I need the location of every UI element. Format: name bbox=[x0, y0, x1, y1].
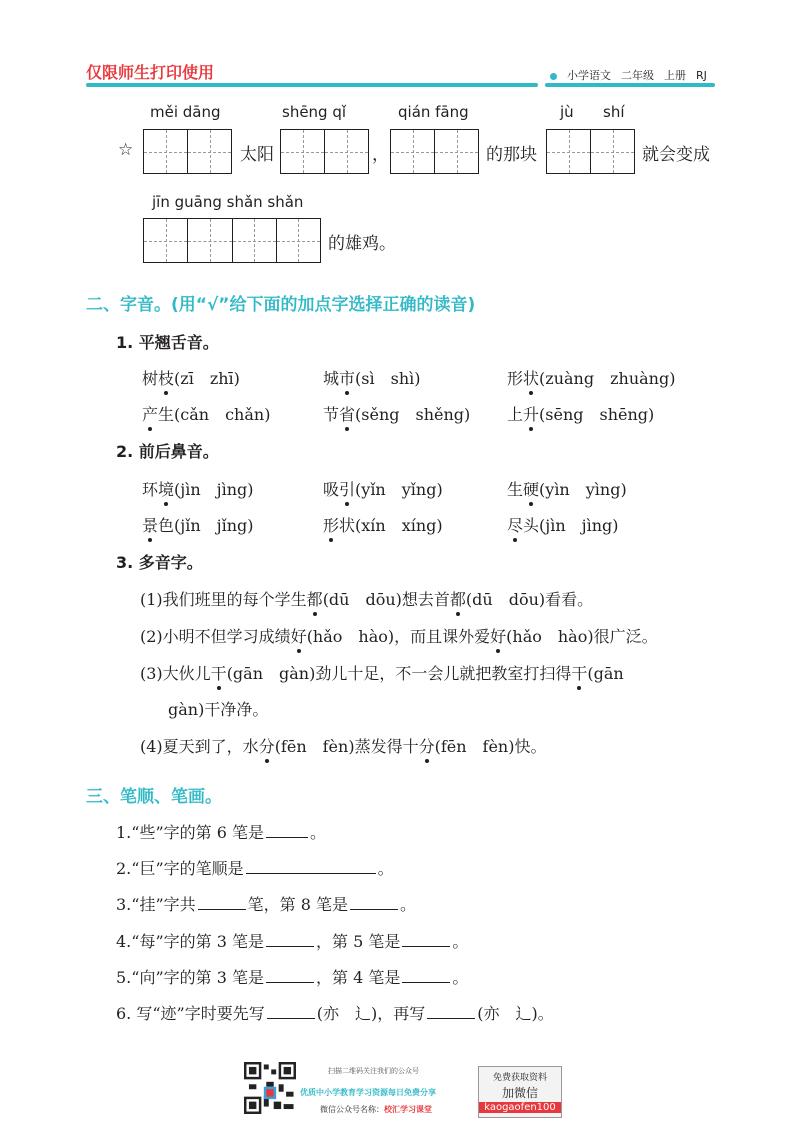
item-jingse[interactable]: 景色(jǐn jǐng) bbox=[142, 513, 254, 536]
grade-label: 二年级 bbox=[621, 69, 654, 82]
question-1: 1.“些”字的第 6 笔是 。 bbox=[116, 823, 326, 842]
write-box-qian-fang[interactable] bbox=[390, 129, 479, 174]
print-notice: 仅限师生打印使用 bbox=[86, 63, 215, 82]
item-jintou[interactable]: 尽头(jìn jìng) bbox=[507, 513, 619, 536]
footer-scan-text: 扫描二维码关注我们的公众号 bbox=[328, 1067, 419, 1075]
item-huanjing[interactable]: 环境(jìn jìng) bbox=[142, 477, 254, 500]
sentence-hao[interactable]: (2)小明不但学习成绩好(hǎo hào)，而且课外爱好(hǎo hào)很广泛。 bbox=[140, 624, 658, 647]
item-shangsheng[interactable]: 上升(sēng shēng) bbox=[507, 402, 654, 425]
section3-title: 三、笔顺、笔画。 bbox=[86, 787, 222, 807]
item-chansheng[interactable]: 产生(cǎn chǎn) bbox=[142, 402, 270, 425]
text-de-na-kuai: 的那块 bbox=[486, 145, 537, 165]
answer-blank[interactable] bbox=[266, 966, 314, 983]
question-6: 6. 写“迹”字时要先写 (亦 辶)，再写 (亦 辶)。 bbox=[116, 1004, 554, 1023]
footer-slogan: 优质中小学教育学习资源每日免费分享 bbox=[300, 1088, 436, 1097]
header-meta bbox=[550, 67, 717, 83]
edition-label: RJ bbox=[696, 69, 707, 82]
pinyin-jin-guang-shan-shan: jīn guāng shǎn shǎn bbox=[152, 193, 304, 211]
sub1-title: 1. 平翘舌音。 bbox=[116, 333, 219, 352]
section2-title: 二、字音。(用“√”给下面的加点字选择正确的读音) bbox=[86, 295, 476, 315]
qr-code-icon bbox=[244, 1062, 296, 1114]
pinyin-qian-fang: qián fāng bbox=[398, 103, 469, 121]
answer-blank[interactable] bbox=[198, 893, 246, 910]
answer-blank[interactable] bbox=[427, 1002, 475, 1019]
pinyin-ju: jù bbox=[560, 103, 574, 121]
bullet-dot-icon bbox=[550, 73, 557, 80]
answer-blank[interactable] bbox=[402, 966, 450, 983]
footer-account: 微信公众号名称：校汇学习课堂 bbox=[320, 1105, 432, 1114]
sentence-gan-cont[interactable]: gàn)干净净。 bbox=[168, 700, 269, 719]
sentence-gan[interactable]: (3)大伙儿干(gān gàn)劲儿十足，不一会儿就把教室打扫得干(gān bbox=[140, 661, 624, 684]
write-box-mei-dang[interactable] bbox=[143, 129, 232, 174]
answer-blank[interactable] bbox=[267, 1002, 315, 1019]
text-de-xiong-ji: 的雄鸡。 bbox=[328, 234, 396, 254]
write-box-ju-shi[interactable] bbox=[546, 129, 635, 174]
question-5: 5.“向”字的第 3 笔是 ，第 4 笔是 。 bbox=[116, 968, 469, 987]
question-3: 3.“挂”字共 笔，第 8 笔是 。 bbox=[116, 895, 417, 914]
wechat-tag: 免费获取资料 加微信 kaogaofen100 bbox=[478, 1066, 562, 1118]
header-bar-right bbox=[545, 83, 715, 87]
item-xingzhuang-1[interactable]: 形状(zuàng zhuàng) bbox=[507, 366, 675, 389]
answer-blank[interactable] bbox=[266, 821, 308, 838]
header-bar-left bbox=[86, 83, 538, 87]
item-xingzhuang-2[interactable]: 形状(xín xíng) bbox=[323, 513, 443, 536]
subject-label: 小学语文 bbox=[567, 69, 611, 82]
item-jiesheng[interactable]: 节省(sěng shěng) bbox=[323, 402, 470, 425]
sub3-title: 3. 多音字。 bbox=[116, 553, 203, 572]
answer-blank[interactable] bbox=[350, 893, 398, 910]
question-4: 4.“每”字的第 3 笔是 ，第 5 笔是 。 bbox=[116, 932, 469, 951]
pinyin-mei-dang: měi dāng bbox=[150, 103, 221, 121]
answer-blank[interactable] bbox=[246, 857, 376, 874]
sentence-dou[interactable]: (1)我们班里的每个学生都(dū dōu)想去首都(dū dōu)看看。 bbox=[140, 587, 593, 610]
item-shengying[interactable]: 生硬(yìn yìng) bbox=[507, 477, 627, 500]
answer-blank[interactable] bbox=[402, 930, 450, 947]
pinyin-shi: shí bbox=[603, 103, 625, 121]
item-chengshi[interactable]: 城市(sì shì) bbox=[323, 366, 420, 389]
pinyin-sheng-qi: shēng qǐ bbox=[282, 103, 347, 121]
question-2: 2.“巨”字的笔顺是 。 bbox=[116, 859, 394, 878]
item-xiyin[interactable]: 吸引(yǐn yǐng) bbox=[323, 477, 443, 500]
text-comma: ， bbox=[372, 145, 389, 165]
volume-label: 上册 bbox=[664, 69, 686, 82]
star-icon: ☆ bbox=[118, 140, 134, 160]
text-taiyang: 太阳 bbox=[240, 145, 274, 165]
item-shuzhi[interactable]: 树枝(zī zhī) bbox=[142, 366, 240, 389]
text-jiu-hui-bian-cheng: 就会变成 bbox=[642, 145, 710, 165]
sub2-title: 2. 前后鼻音。 bbox=[116, 442, 219, 461]
sentence-fen[interactable]: (4)夏天到了，水分(fēn fèn)蒸发得十分(fēn fèn)快。 bbox=[140, 734, 546, 757]
write-box-jin-guang-shan-shan[interactable] bbox=[143, 218, 321, 263]
answer-blank[interactable] bbox=[266, 930, 314, 947]
write-box-sheng-qi[interactable] bbox=[280, 129, 369, 174]
